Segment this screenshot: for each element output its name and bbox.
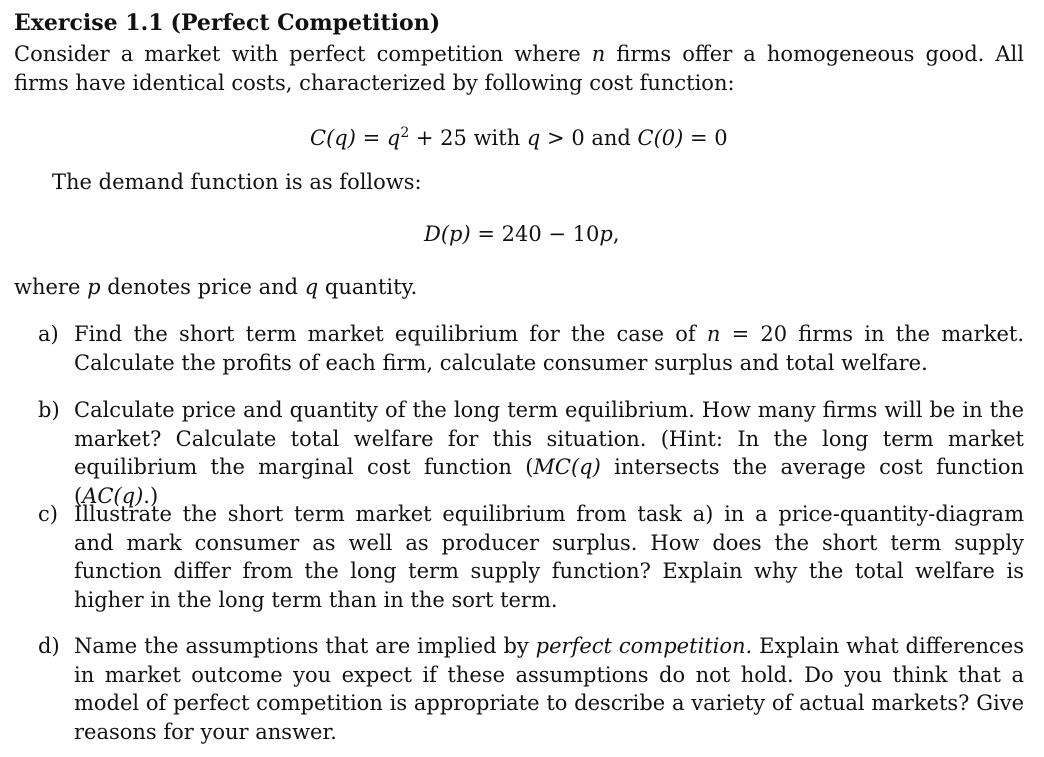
task-label: b) [38,398,60,422]
task-label: d) [38,634,60,658]
demand-function-equation: D(p) = 240 − 10p, [424,222,620,246]
task-b [38,396,1024,510]
exercise-number: Exercise 1.1 [14,10,164,36]
task-label: a) [38,322,59,346]
task-d [38,632,1024,746]
task-label: c) [38,502,58,526]
exercise-subtitle: (Perfect Competition) [170,10,441,36]
intro-paragraph: Consider a market with perfect competition where n firms offer a homogeneous good. All firms have identical costs, characterized by following cost function: [14,42,1024,95]
cost-function-equation: $C(q) = q^2 + 25$ with q > 0 and C(0) = 0 [310,125,728,150]
task-text: Name the assumptions that are implied by perfect competition. Explain what differences in market outcome you expect if these assumptions do not hold. Do you think that a model of perfect competition is appropriate to describe a variety of actual markets? Give reasons for your answer. [74,634,1025,744]
task-text: Calculate price and quantity of the long term equilibrium. How many firms will be in the market? Calculate total welfare for this situation. (Hint: In the long term market equilibrium the marginal cost function (MC(q) intersects the average cost function (AC(q).) [74,398,1024,508]
variable-definition: where p denotes price and q quantity. [14,275,418,299]
task-a [38,320,1024,377]
task-text: Find the short term market equilibrium for the case of n = 20 firms in the market. Calculate the profits of each firm, calculate consumer surplus and total welfare. [74,322,1024,375]
var-n: n [591,42,606,66]
task-c [38,500,1024,614]
exercise-heading [14,10,440,36]
demand-intro-text: The demand function is as follows: [52,170,422,194]
task-text: Illustrate the short term market equilibrium from task a) in a price-quantity-diagram and mark consumer as well as producer surplus. How does the short term supply function differ from the long term supply function? Explain why the total welfare is higher in the long term than in the sort term. [74,502,1024,612]
